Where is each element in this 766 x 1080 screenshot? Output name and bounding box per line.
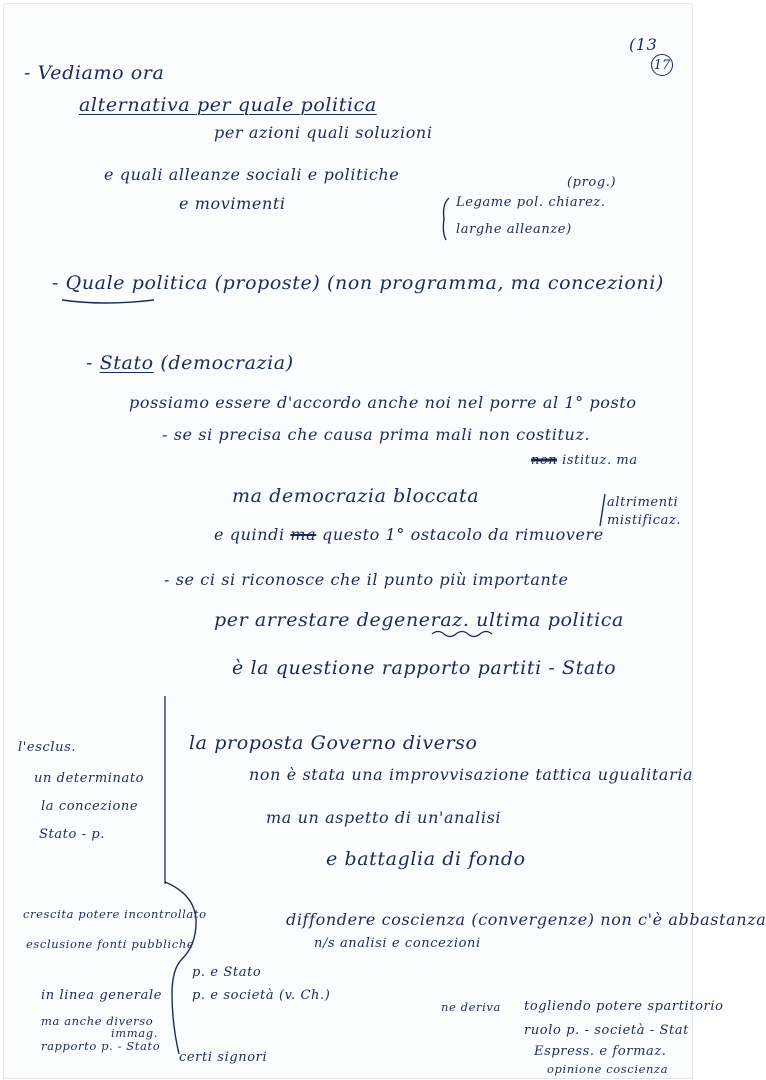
line-alternativa: alternativa per quale politica: [79, 94, 377, 116]
underline-quale-politica: [62, 300, 154, 303]
line-p-stato: p. e Stato: [192, 965, 262, 980]
line-questione-rapporto: è la questione rapporto partiti - Stato: [232, 657, 617, 679]
line-azioni: per azioni quali soluzioni: [214, 123, 433, 142]
stato-word: Stato: [99, 352, 154, 374]
heading-quale-politica: - Quale politica (proposte) (non programma, ma concezioni): [52, 272, 664, 294]
line-e-quindi: [214, 527, 604, 543]
line-nostre-analisi: n/s analisi e concezioni: [314, 936, 481, 951]
line-non-istituz: non istituz. ma: [531, 453, 638, 468]
heading-stato: [86, 354, 294, 373]
bracket-altrimenti: [600, 494, 605, 526]
line-ne-deriva: ne deriva: [441, 1000, 501, 1014]
margin-esclusione: esclusione fonti pubbliche: [26, 937, 195, 951]
margin-rapporto: rapporto p. - Stato: [41, 1039, 161, 1053]
margin-concezione: la concezione: [41, 799, 139, 814]
margin-stato-p: Stato - p.: [39, 827, 106, 842]
stato-rest: (democrazia): [153, 352, 294, 374]
margin-crescita: crescita potere incontrollato: [23, 907, 207, 921]
note-legame: Legame pol. chiarez.: [456, 195, 606, 210]
margin-anche-diverso: ma anche diverso: [41, 1014, 154, 1028]
line-improvvisazione: non è stata una improvvisazione tattica ugualitaria: [249, 765, 694, 784]
line-espressione: Espress. e formaz.: [534, 1044, 667, 1059]
stato-dash: -: [86, 352, 100, 374]
line-opinione: opinione coscienza: [547, 1062, 669, 1076]
line-proposta-governo: la proposta Governo diverso: [189, 732, 478, 754]
line-ruolo: ruolo p. - società - Stat: [524, 1023, 690, 1038]
line-movimenti: e movimenti: [179, 194, 286, 213]
margin-linea-generale: in linea generale: [41, 988, 163, 1003]
line-battaglia: e battaglia di fondo: [326, 848, 526, 870]
margin-esclus: l'esclus.: [18, 740, 77, 755]
bracket-legame: [443, 198, 449, 240]
note-prog: (prog.): [567, 175, 617, 190]
line-per-arrestare: per arrestare degeneraz. ultima politica: [214, 609, 624, 631]
manuscript-page: [3, 3, 766, 1079]
l16-struck: ma: [290, 525, 317, 544]
margin-immag: immag.: [111, 1026, 158, 1040]
margin-determinato: un determinato: [34, 771, 145, 786]
line-alleanze: e quali alleanze sociali e politiche: [104, 165, 400, 184]
line-democrazia-bloccata: ma democrazia bloccata: [232, 485, 480, 507]
note-altrimenti: altrimenti mistificaz.: [607, 495, 682, 529]
line-togliendo: togliendo potere spartitorio: [524, 999, 724, 1014]
note-larghe-alleanze: larghe alleanze): [456, 222, 572, 237]
line-se-si-precisa: - se si precisa che causa prima mali non costituz.: [162, 425, 591, 444]
line-certi-signori: certi signori: [179, 1050, 268, 1065]
wavy-underline: [432, 632, 492, 637]
line-diffondere: diffondere coscienza (convergenze) non c'è abbastanza: [286, 910, 766, 929]
page-reference-number: (13: [629, 35, 658, 54]
line-p-societa: p. e società (v. Ch.): [192, 988, 331, 1003]
line-aspetto-analisi: ma un aspetto di un'analisi: [266, 808, 502, 827]
line-possiamo: possiamo essere d'accordo anche noi nel porre al 1° posto: [129, 393, 637, 412]
page-number-circle: 17: [651, 54, 673, 76]
line-se-ci-si: - se ci si riconosce che il punto più importante: [164, 570, 569, 589]
line-vediamo: - Vediamo ora: [24, 62, 165, 84]
l16-end: questo 1° ostacolo da rimuovere: [316, 525, 604, 544]
l16-start: e quindi: [214, 525, 291, 544]
